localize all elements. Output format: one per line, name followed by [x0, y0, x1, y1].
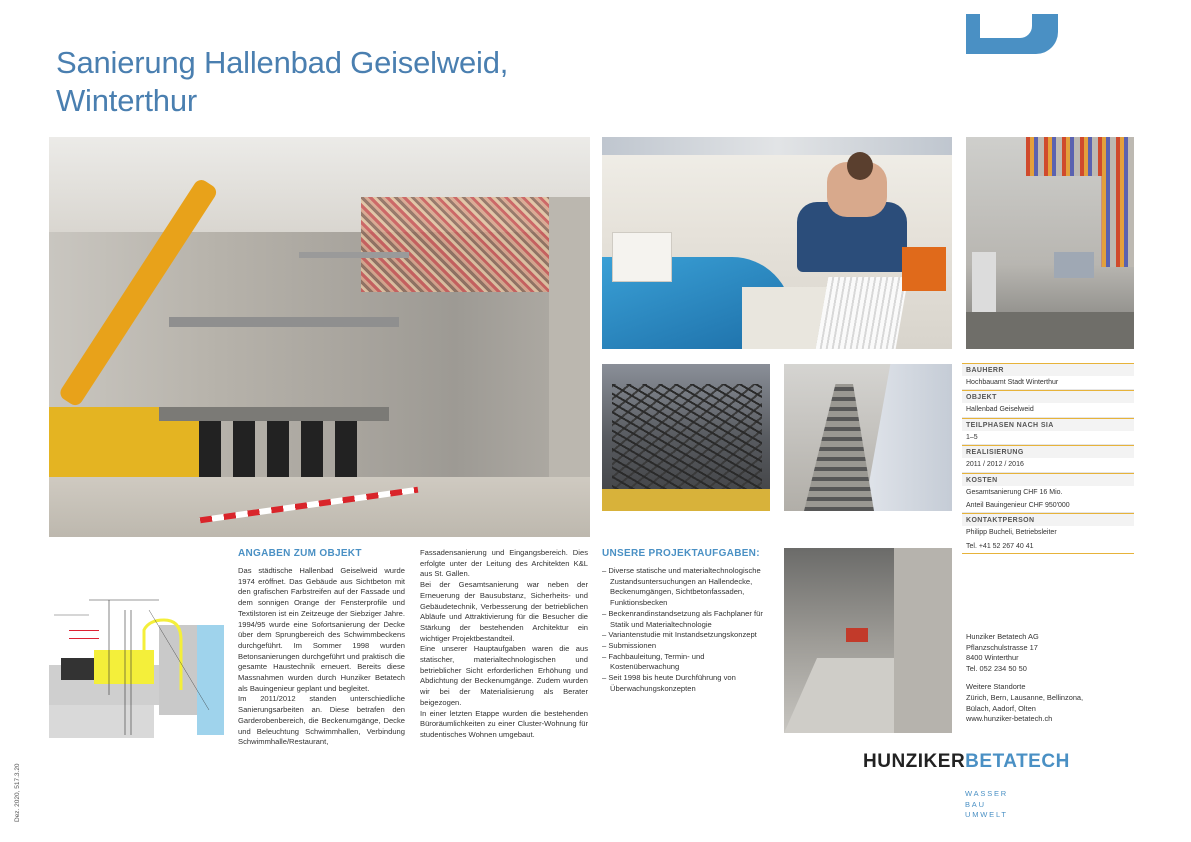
paragraph: Fassadensanierung und Eingangsbereich. Dies erfolgte unter der Leitung des Architekten K&L aus St. Gallen. [420, 548, 588, 579]
photo-pool-channel [784, 364, 952, 511]
fact-label: TEILPHASEN NACH SIA [962, 418, 1134, 431]
paragraph: Das städtische Hallenbad Geiselweid wurde 1974 eröffnet. Das Gebäude aus Sichtbeton mit den grafischen Farbstreifen auf der Fassade und dem sonnigen Orange der Fensterprofile und Textilstoren ist ein Zeitzeuge der Siebziger Jahre. 1994/95 wurde eine Sofortsanierung der Decke über dem Sprungbereich des Schwimmbeckens durchgeführt. Im Sommer 1998 wurden Betonsanierungen durchgeführt und praktisch die gesamte Haustechnik erneuert. Bereits diese Massnahmen wurden durch Hunziker Betatech als Bauingenieur geplant und begleitet. [238, 566, 405, 693]
heading-angaben: ANGABEN ZUM OBJEKT [238, 548, 362, 559]
fact-label: OBJEKT [962, 390, 1134, 403]
photo-swimming-hall-renovation [49, 137, 590, 537]
other-locations-title: Weitere Standorte [966, 682, 1026, 692]
fact-value: Gesamtsanierung CHF 16 Mio. [966, 488, 1063, 496]
list-item: – Variantenstudie mit Instandsetzungskonzept [602, 630, 768, 641]
list-item: – Diverse statische und materialtechnologische Zustandsuntersuchungen an Hallendecke, Beckenumgängen, Sichtbetonfassaden, Funktionsbecken [602, 566, 768, 609]
company-address [966, 632, 1083, 725]
fact-value: 1–5 [962, 431, 1134, 445]
fact-value: Hallenbad Geiselweid [962, 403, 1134, 417]
list-item: – Submissionen [602, 641, 768, 652]
heading-projektaufgaben: UNSERE PROJEKTAUFGABEN: [602, 548, 760, 559]
other-locations: Bülach, Aadorf, Olten [966, 703, 1036, 713]
fact-value: 2011 / 2012 / 2016 [962, 458, 1134, 472]
brand-part-1: HUNZIKER [863, 751, 966, 772]
fact-label: REALISIERUNG [962, 445, 1134, 458]
brand-wordmark [863, 751, 1070, 773]
photo-pool-hall-construction [784, 548, 952, 733]
fact-value: Philipp Bucheli, Betriebsleiter [966, 529, 1057, 537]
fact-label: KONTAKTPERSON [962, 513, 1134, 526]
company-name: Hunziker Betatech AG [966, 632, 1039, 641]
list-item: – Fachbauleitung, Termin- und Kostenüberwachung [602, 652, 768, 673]
photo-tiling-pool-edge [602, 137, 952, 349]
fact-label: BAUHERR [962, 363, 1134, 376]
text-column-1 [238, 566, 405, 748]
fact-value: Anteil Bauingenieur CHF 950'000 [962, 499, 1134, 513]
photo-facade-sign [966, 137, 1134, 349]
list-item: – Seit 1998 bis heute Durchführung von Überwachungskonzepten [602, 673, 768, 694]
list-item: – Beckenrandinstandsetzung als Fachplaner für Statik und Materialtechnologie [602, 609, 768, 630]
brand-part-2: BETATECH [965, 751, 1070, 772]
paragraph: Im 2011/2012 standen unterschiedliche Sanierungsarbeiten an. Diese betrafen den Garderobenbereich, die Beckenumgänge, Decke und Beleuchtung Schwimmhallen, Verbindung Schwimmhalle/Restaurant, [238, 694, 405, 747]
paragraph: Bei der Gesamtsanierung war neben der Erneuerung der Bausubstanz, Sicherheits- und Gebäudetechnik, Verbesserung der betrieblichen Abläufe und Attraktivierung für die Besucher die Stärkung der bestehenden Architektur ein wichtiger Projektbestandteil. [420, 580, 588, 643]
paragraph: Eine unserer Hauptaufgaben waren die aus statischer, materialtechnologischen und betrieblicher Sicht erforderlichen Erhöhung und Abdichtung der Beckenumgänge. Zudem wurden wir bei der Materialisierung als Berater beigezogen. [420, 644, 588, 707]
title-line-2: Winterthur [56, 83, 197, 118]
phone: Tel. 052 234 50 50 [966, 663, 1027, 673]
fact-label: KOSTEN [962, 473, 1134, 486]
paragraph: In einer letzten Etappe wurden die bestehenden Büroräumlichkeiten zu einer Cluster-Wohnung für studentisches Wohnen umgebaut. [420, 708, 588, 739]
text-column-2 [420, 548, 588, 741]
tagline-word: WASSER [965, 789, 1009, 798]
brand-tagline [965, 789, 1008, 821]
project-facts [962, 363, 1134, 554]
document-code: Dez. 2020, 517.3.20 [14, 763, 21, 822]
page-title [56, 44, 508, 120]
tagline-word: BAU [965, 799, 986, 809]
title-line-1: Sanierung Hallenbad Geiselweid, [56, 45, 509, 80]
other-locations: Zürich, Bern, Lausanne, Bellinzona, [966, 692, 1084, 702]
fact-value: Tel. +41 52 267 40 41 [962, 540, 1134, 554]
photo-reinforcement [602, 364, 770, 511]
tagline-word: UMWELT [965, 810, 1008, 819]
street: Pflanzschulstrasse 17 [966, 642, 1038, 652]
task-list [602, 566, 768, 694]
section-drawing [49, 570, 224, 738]
city: 8400 Winterthur [966, 653, 1019, 663]
brand-logo-mark [966, 14, 1058, 54]
website-link[interactable]: www.hunziker-betatech.ch [966, 714, 1053, 724]
fact-value: Hochbauamt Stadt Winterthur [962, 376, 1134, 390]
